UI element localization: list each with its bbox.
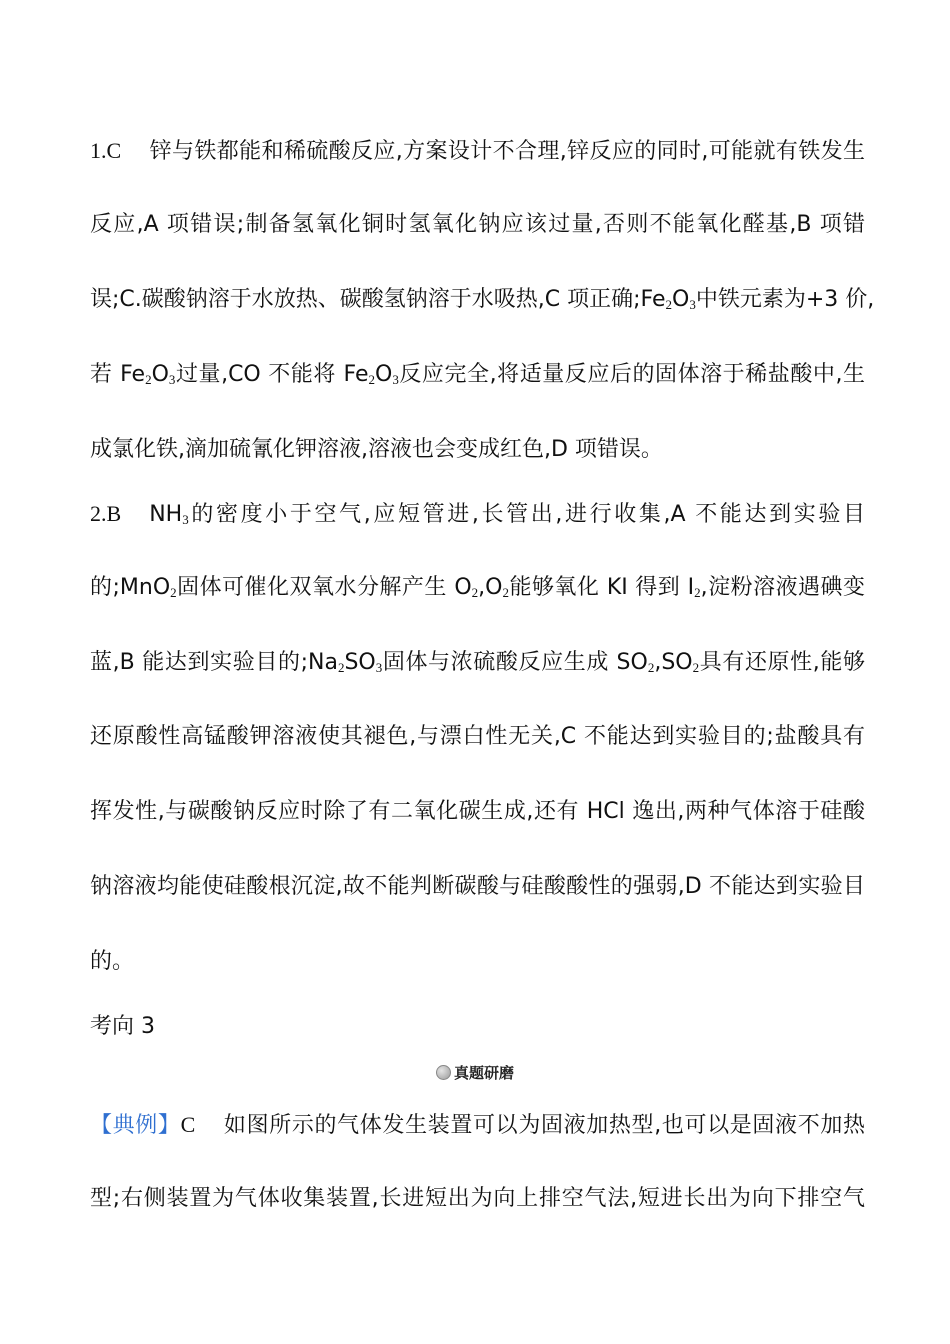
item1-line-1: 1.C 锌与铁都能和稀硫酸反应,方案设计不合理,锌反应的同时,可能就有铁发生 <box>90 138 865 164</box>
item2-line-7: 的。 <box>90 949 135 974</box>
section-label: 真题研磨 <box>0 1062 950 1083</box>
item2-line-2: 的;MnO$_2$固体可催化双氧水分解产生 $O_2,O_2$能够氧化 KI 得到 $I_2$,淀粉溶液遇碘变 <box>90 575 866 600</box>
section-heading: 考向 3 <box>90 1014 155 1039</box>
example-line-2: 型;右侧装置为气体收集装置,长进短出为向上排空气法,短进长出为向下排空气 <box>90 1186 865 1211</box>
item2-line-1: 2.B $NH_3$的密度小于空气,应短管进,长管出,进行收集,A 不能达到实验目 <box>90 501 865 527</box>
item1-line-5: 成氯化铁,滴加硫氰化钾溶液,溶液也会变成红色,D 项错误。 <box>90 437 663 462</box>
item1-line-3: 误;C.碳酸钠溶于水放热、碳酸氢钠溶于水吸热,C 项正确$;Fe_2O_3$中铁元素为+3 价, <box>90 287 875 312</box>
item2-line-4: 还原酸性高锰酸钾溶液使其褪色,与漂白性无关,C 不能达到实验目的;盐酸具有 <box>90 724 865 749</box>
item1-line-2: 反应,A 项错误;制备氢氧化铜时氢氧化钠应该过量,否则不能氧化醛基,B 项错 <box>90 212 865 237</box>
item2-line-6: 钠溶液均能使硅酸根沉淀,故不能判断碳酸与硅酸酸性的强弱,D 不能达到实验目 <box>90 874 865 899</box>
example-tag: 【典例】 <box>90 1113 181 1138</box>
seal-icon <box>436 1065 451 1080</box>
item1-line-4: 若 $Fe_2O_3$过量,CO 不能将 $Fe_2O_3$反应完全,将适量反应后的固体溶于稀盐酸中,生 <box>90 362 865 387</box>
item2-line-5: 挥发性,与碳酸钠反应时除了有二氧化碳生成,还有 HCl 逸出,两种气体溶于硅酸 <box>90 799 865 824</box>
item2-line-3: 蓝,B 能达到实验目的$;Na_2SO_3$固体与浓硫酸反应生成 $SO_2,SO_2$具有还原性,能够 <box>90 650 865 675</box>
example-line-1: 【典例】C 如图所示的气体发生装置可以为固液加热型,也可以是固液不加热 <box>90 1112 865 1138</box>
